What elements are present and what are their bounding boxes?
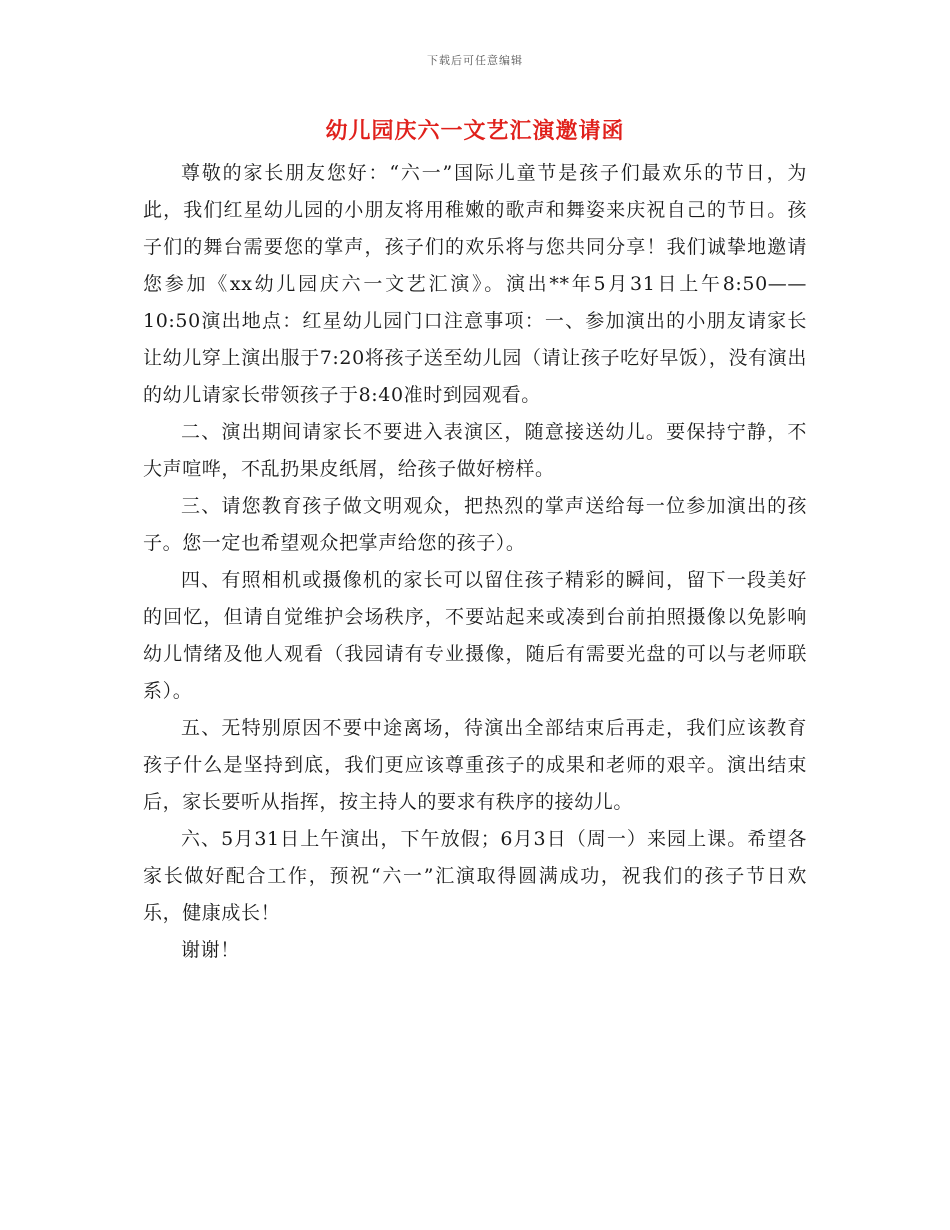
document-title: 幼儿园庆六一文艺汇演邀请函	[325, 118, 625, 144]
paragraph-note-3: 三、请您教育孩子做文明观众，把热烈的掌声送给每一位参加演出的孩子。您一定也希望观众把掌声给您的孩子）。	[143, 495, 807, 554]
paragraph-note-5: 五、无特别原因不要中途离场，待演出全部结束后再走，我们应该教育孩子什么是坚持到底，我们更应该尊重孩子的成果和老师的艰辛。演出结束后，家长要听从指挥，按主持人的要求有秩序的接幼儿。	[143, 717, 807, 813]
header-note: 下载后可任意编辑	[427, 54, 523, 67]
paragraph-note-4: 四、有照相机或摄像机的家长可以留住孩子精彩的瞬间，留下一段美好的回忆，但请自觉维护会场秩序，不要站起来或凑到台前拍照摄像以免影响幼儿情绪及他人观看（我园请有专业摄像，随后有需要光盘的可以与老师联系）。	[143, 569, 807, 702]
paragraph-note-2: 二、演出期间请家长不要进入表演区，随意接送幼儿。要保持宁静，不大声喧哗，不乱扔果皮纸屑，给孩子做好榜样。	[143, 421, 807, 480]
paragraph-thanks: 谢谢！	[181, 939, 240, 961]
document-body	[143, 155, 807, 969]
paragraph-invitation: 尊敬的家长朋友您好：“六一”国际儿童节是孩子们最欢乐的节日，为此，我们红星幼儿园的小朋友将用稚嫩的歌声和舞姿来庆祝自己的节日。孩子们的舞台需要您的掌声，孩子们的欢乐将与您共同分享！我们诚挚地邀请您参加《xx幼儿园庆六一文艺汇演》。演出**年5月31日上午8:50——10:50演出地点：红星幼儿园门口注意事项：一、参加演出的小朋友请家长让幼儿穿上演出服于7:20将孩子送至幼儿园（请让孩子吃好早饭），没有演出的幼儿请家长带领孩子于8:40准时到园观看。	[143, 162, 807, 406]
paragraph-note-6: 六、5月31日上午演出，下午放假；6月3日（周一）来园上课。希望各家长做好配合工作，预祝“六一”汇演取得圆满成功，祝我们的孩子节日欢乐，健康成长！	[143, 828, 807, 924]
